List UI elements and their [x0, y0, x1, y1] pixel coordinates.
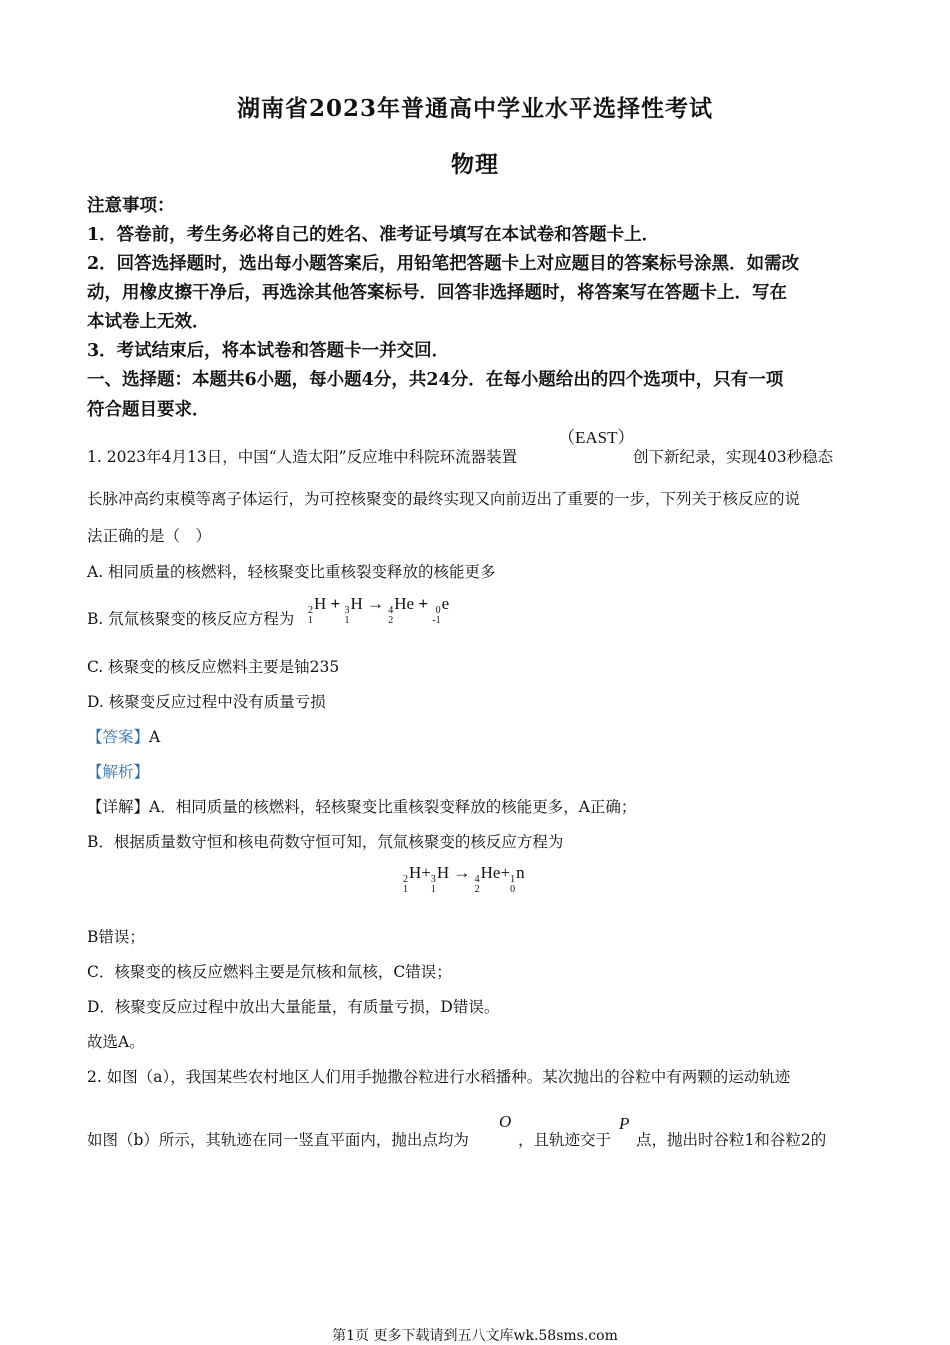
point-p-symbol: P	[619, 1114, 630, 1133]
detail-b: B．根据质量数守恒和核电荷数守恒可知，氘氚核聚变的核反应方程为	[87, 833, 564, 851]
q2-line-1: 2. 如图（a），我国某些农村地区人们用手抛撒谷粒进行水稻播种。某次抛出的谷粒中有两颗的运动轨迹	[87, 1068, 791, 1086]
q1-option-a: A. 相同质量的核燃料，轻核聚变比重核裂变释放的核能更多	[87, 563, 496, 581]
plus-sign: +	[418, 594, 429, 613]
nuclide-deuterium: 2 1 H	[308, 594, 327, 626]
q1-option-b-equation	[308, 594, 449, 626]
plus-sign: +	[330, 594, 341, 613]
plus-sign: +	[500, 863, 511, 882]
q2-line-2b: ，且轨迹交于	[518, 1131, 612, 1149]
section-1-line-2: 符合题目要求．	[87, 400, 210, 420]
page-footer: 第1页 更多下载请到五八文库wk.58sms.com	[332, 1328, 618, 1344]
detail-d: D．核聚变反应过程中放出大量能量，有质量亏损，D错误。	[87, 998, 500, 1016]
arrow: →	[453, 863, 471, 882]
exam-subject: 物理	[451, 151, 499, 178]
q1-option-b: B. 氘氚核聚变的核反应方程为	[87, 610, 295, 628]
answer-label: 【答案】	[87, 728, 150, 746]
nuclide-helium: 4 2 He	[388, 594, 415, 626]
q1-line-2: 长脉冲高约束模等离子体运行，为可控核聚变的最终实现又向前迈出了重要的一步，下列关于核反应的说	[87, 490, 801, 508]
q1-line-3: 法正确的是（ ）	[87, 527, 212, 545]
detail-c: C．核聚变的核反应燃料主要是氘核和氚核，C错误；	[87, 963, 452, 981]
answer-row	[87, 725, 160, 747]
east-label: （EAST）	[558, 428, 635, 447]
q1-line-1b: 创下新纪录，实现403秒稳态	[633, 448, 834, 466]
nuclide-electron: 0 -1 e	[432, 594, 450, 626]
q2-line-2c: 点，抛出时谷粒1和谷粒2的	[636, 1131, 827, 1149]
choose-answer: 故选A。	[87, 1033, 145, 1051]
detail-equation	[403, 863, 525, 895]
nuclide-helium: 4 2 He	[474, 863, 501, 895]
point-o-symbol: O	[499, 1112, 512, 1131]
nuclide-tritium: 3 1 H	[344, 594, 363, 626]
b-wrong: B错误；	[87, 928, 145, 946]
nuclide-deuterium: 2 1 H	[403, 863, 422, 895]
notice-item-3: 3．考试结束后，将本试卷和答题卡一并交回．	[87, 341, 450, 361]
analysis-label: 【解析】	[87, 763, 150, 781]
detail-label: 【详解】	[87, 798, 150, 816]
q1-option-c: C. 核聚变的核反应燃料主要是铀235	[87, 658, 340, 676]
arrow: →	[367, 594, 384, 613]
notice-item-2-line-1: 2．回答选择题时，选出每小题答案后，用铅笔把答题卡上对应题目的答案标号涂黑．如需改	[87, 254, 800, 274]
exam-title: 湖南省2023年普通高中学业水平选择性考试	[236, 95, 713, 122]
notice-item-2-line-2: 动，用橡皮擦干净后，再选涂其他答案标号．回答非选择题时，将答案写在答题卡上．写在	[87, 283, 787, 303]
q2-line-2a: 如图（b）所示，其轨迹在同一竖直平面内，抛出点均为	[87, 1131, 469, 1149]
detail-a: A．相同质量的核燃料，轻核聚变比重核裂变释放的核能更多，A正确；	[149, 798, 637, 816]
detail-a-row	[87, 795, 636, 817]
notice-heading: 注意事项：	[87, 196, 175, 216]
nuclide-neutron: 1 0 n	[510, 863, 525, 895]
nuclide-tritium: 3 1 H	[430, 863, 450, 895]
q1-line-1a: 1. 2023年4月13日，中国“人造太阳”反应堆中科院环流器装置	[87, 448, 518, 466]
section-1-line-1: 一、选择题：本题共6小题，每小题4分，共24分．在每小题给出的四个选项中，只有一项	[87, 370, 784, 390]
q1-option-d: D. 核聚变反应过程中没有质量亏损	[87, 693, 326, 711]
notice-item-1: 1．答卷前，考生务必将自己的姓名、准考证号填写在本试卷和答题卡上．	[87, 225, 660, 245]
notice-item-2-line-3: 本试卷上无效．	[87, 312, 210, 332]
plus-sign: +	[421, 863, 431, 882]
answer-value: A	[149, 728, 161, 746]
